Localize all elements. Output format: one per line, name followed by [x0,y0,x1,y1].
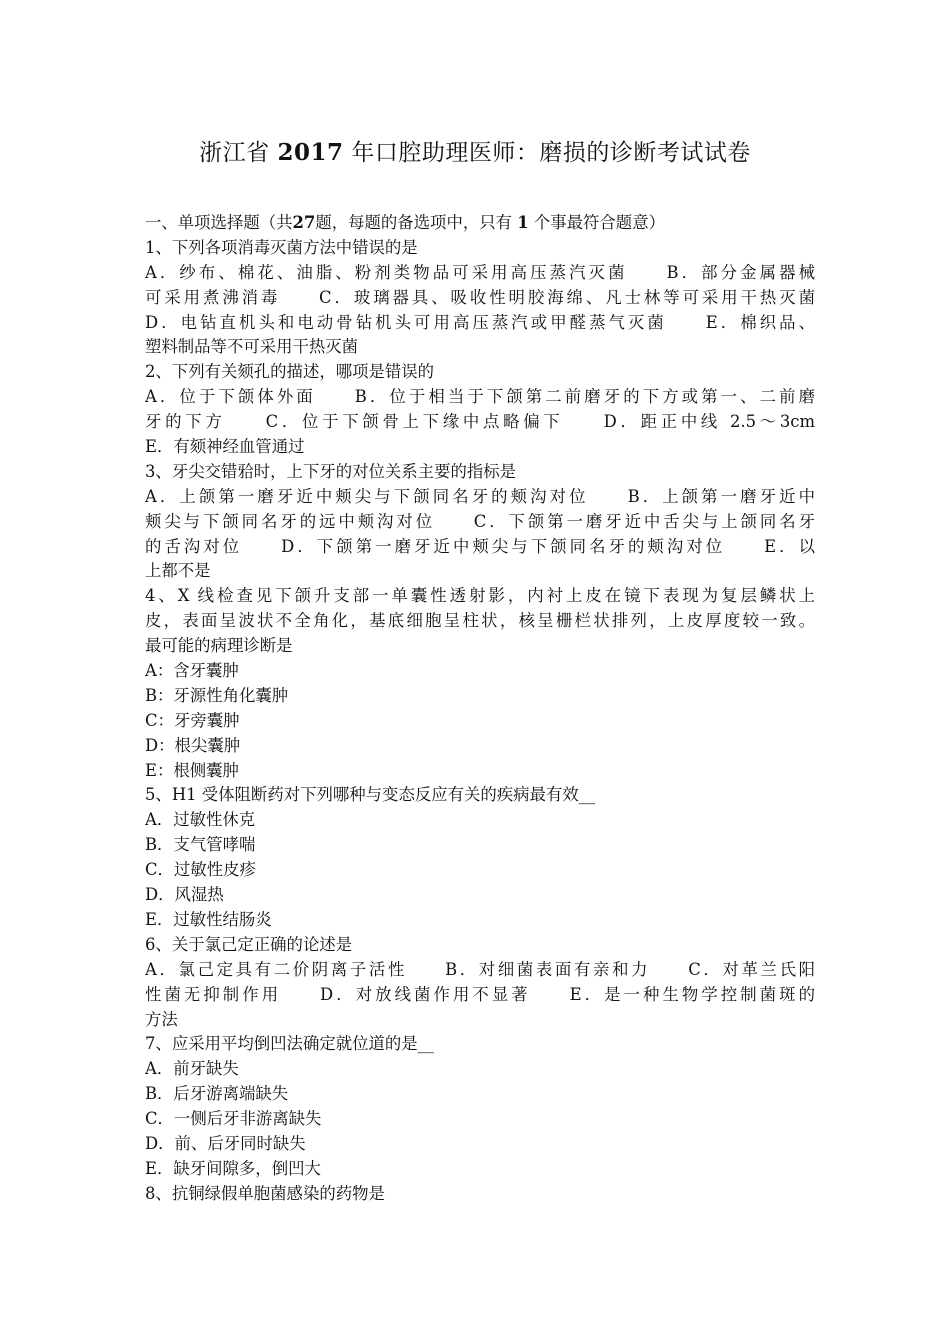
text-line: 塑料制品等不可采用干热灭菌 [145,337,359,357]
text-line: 最可能的病理诊断是 [145,636,293,656]
text-line: 3、牙尖交错𬌗时，上下牙的对位关系主要的指标是 [145,461,517,481]
text-line: 5、H1 受体阻断药对下列哪种与变态反应有关的疾病最有效__ [145,785,596,805]
title-year: 2017 [277,139,344,166]
section-header-one: 1 [517,213,529,232]
text-line: D．电钻直机头和电动骨钻机头可用高压蒸汽或甲醛蒸气灭菌 E．棉织品、 [145,312,815,332]
section-header-prefix: 一、单项选择题（共 [145,213,293,232]
text-line: 6、关于氯己定正确的论述是 [145,934,353,954]
text-line: B：牙源性角化囊肿 [145,685,289,705]
text-line: E．过敏性结肠炎 [145,909,272,929]
text-line: 4、X 线检查见下颌升支部一单囊性透射影，内衬上皮在镜下表现为复层鳞状上 [145,586,815,606]
text-line: C．过敏性皮疹 [145,860,256,880]
text-line: 1、下列各项消毒灭菌方法中错误的是 [145,237,418,257]
text-line: 7、应采用平均倒凹法确定就位道的是__ [145,1034,435,1054]
text-line: 颊尖与下颌同名牙的远中颊沟对位 C．下颌第一磨牙近中舌尖与上颌同名牙 [145,511,815,531]
text-line: D．风湿热 [145,885,224,905]
text-line: A．位于下颌体外面 B．位于相当于下颌第二前磨牙的下方或第一、二前磨 [145,387,815,407]
text-line: 牙的下方 C．位于下颌骨上下缘中点略偏下 D．距正中线 2.5～3cm [145,412,815,432]
text-line: 性菌无抑制作用 D．对放线菌作用不显著 E．是一种生物学控制菌斑的 [145,984,815,1004]
text-line: A．前牙缺失 [145,1059,239,1079]
section-header-middle: 题，每题的备选项中，只有 [315,213,513,232]
text-line: B．支气管哮喘 [145,835,256,855]
text-line: A．氯己定具有二价阴离子活性 B．对细菌表面有亲和力 C．对革兰氏阳 [145,959,815,979]
text-line: A．过敏性休克 [145,810,256,830]
title-prefix: 浙江省 [199,140,270,166]
text-line: B．后牙游离端缺失 [145,1084,289,1104]
page-title [0,137,950,169]
exam-content [145,211,815,1207]
text-line: D．前、后牙同时缺失 [145,1133,306,1153]
text-line: A．纱布、棉花、油脂、粉剂类物品可采用高压蒸汽灭菌 B．部分金属器械 [145,262,815,282]
text-line: E．有颏神经血管通过 [145,437,305,457]
text-line: A：含牙囊肿 [145,661,239,681]
text-line: C：牙旁囊肿 [145,710,240,730]
section-header [145,211,815,236]
text-line: D：根尖囊肿 [145,735,241,755]
text-line: 上都不是 [145,561,211,581]
section-header-suffix: 个事最符合题意） [533,213,665,232]
text-line: 8、抗铜绿假单胞菌感染的药物是 [145,1183,385,1203]
title-suffix: 年口腔助理医师：磨损的诊断考试试卷 [351,140,751,166]
text-line: 方法 [145,1009,178,1029]
text-line: 皮，表面呈波状不全角化，基底细胞呈柱状，核呈栅栏状排列，上皮厚度较一致。 [145,611,815,631]
text-line: A．上颌第一磨牙近中颊尖与下颌同名牙的颊沟对位 B．上颌第一磨牙近中 [145,486,815,506]
question-count: 27 [292,213,316,232]
text-line: 2、下列有关颏孔的描述，哪项是错误的 [145,362,435,382]
text-line: 可采用煮沸消毒 C．玻璃器具、吸收性明胶海绵、凡士林等可采用干热灭菌 [145,287,815,307]
text-line: C．一侧后牙非游离缺失 [145,1109,322,1129]
text-line: 的舌沟对位 D．下颌第一磨牙近中颊尖与下颌同名牙的颊沟对位 E．以 [145,536,815,556]
text-line: E．缺牙间隙多，倒凹大 [145,1158,321,1178]
text-line: E：根侧囊肿 [145,760,239,780]
